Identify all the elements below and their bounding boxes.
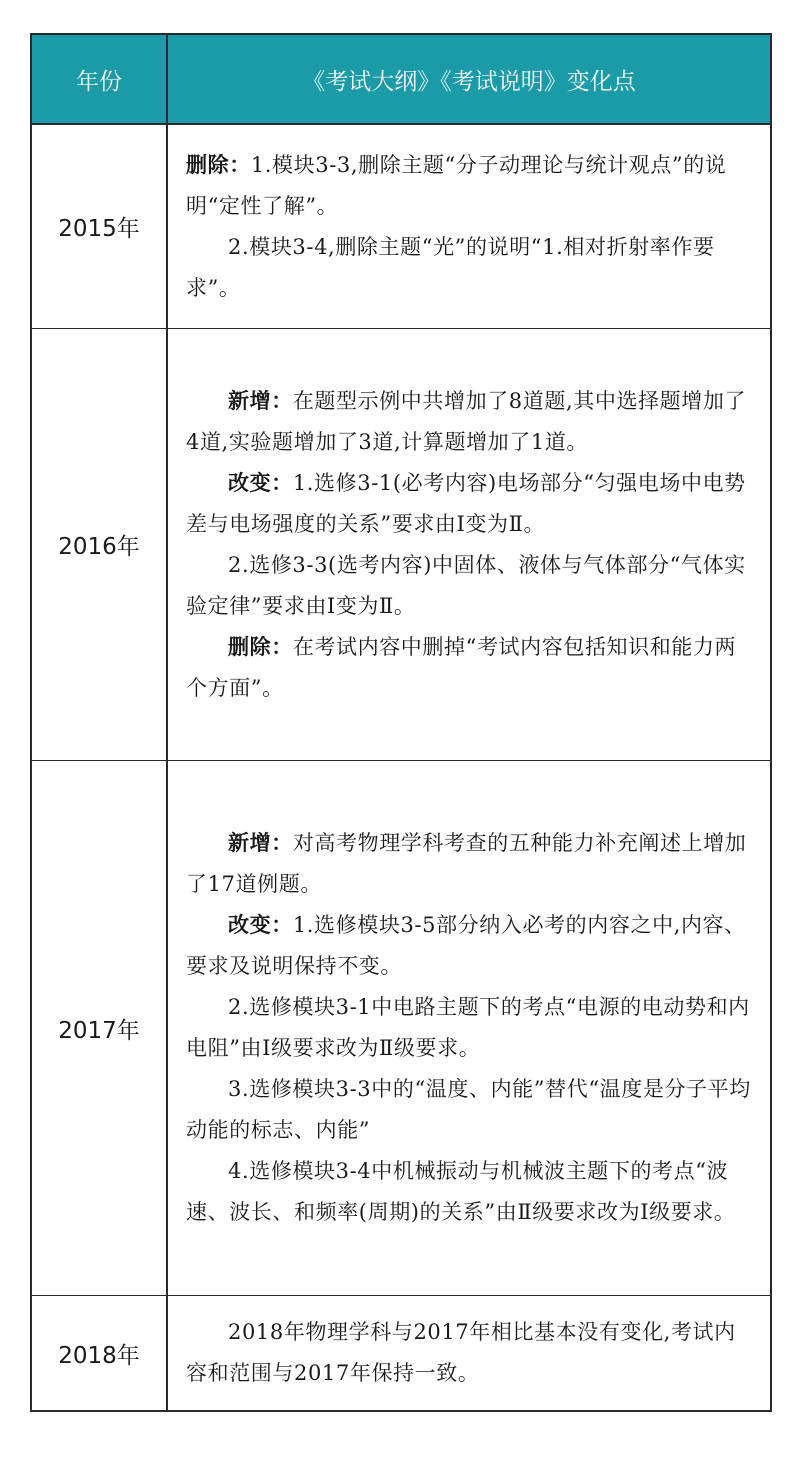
paragraph xyxy=(186,1151,756,1233)
table-row-2015 xyxy=(32,125,770,329)
paragraph xyxy=(186,905,756,987)
paragraph xyxy=(186,1069,756,1151)
changes-table xyxy=(30,33,772,1412)
table-row-2017 xyxy=(32,761,770,1296)
paragraph-label: 新增： xyxy=(228,831,293,855)
paragraph-text: 4.选修模块3-4中机械振动与机械波主题下的考点“波速、波长、和频率(周期)的关系”由Ⅱ级要求改为Ⅰ级要求。 xyxy=(186,1159,736,1224)
paragraph-text: 2.选修模块3-1中电路主题下的考点“电源的电动势和内电阻”由Ⅰ级要求改为Ⅱ级要求。 xyxy=(186,995,750,1060)
paragraph-text: 1.模块3-3,删除主题“分子动理论与统计观点”的说明“定性了解”。 xyxy=(186,152,727,218)
paragraph xyxy=(186,987,756,1069)
table-header xyxy=(32,35,770,125)
paragraph-text: 2.模块3-4,删除主题“光”的说明“1.相对折射率作要求”。 xyxy=(186,234,715,300)
year-cell: 2016年 xyxy=(32,329,168,760)
changes-cell xyxy=(168,1296,770,1410)
table-row-2016 xyxy=(32,329,770,761)
year-cell: 2017年 xyxy=(32,761,168,1295)
changes-cell xyxy=(168,125,770,328)
paragraph-label: 改变： xyxy=(228,913,293,937)
paragraph xyxy=(186,545,756,627)
paragraph-text: 1.选修模块3-5部分纳入必考的内容之中,内容、要求及说明保持不变。 xyxy=(186,913,746,978)
paragraph-label: 删除： xyxy=(228,634,293,659)
paragraph-text: 1.选修3-1(必考内容)电场部分“匀强电场中电势差与电场强度的关系”要求由Ⅰ变为Ⅱ。 xyxy=(186,470,746,536)
header-changes: 《考试大纲》《考试说明》变化点 xyxy=(302,68,636,95)
paragraph-text: 在题型示例中共增加了8道题,其中选择题增加了4道,实验题增加了3道,计算题增加了1道。 xyxy=(186,388,747,454)
header-year: 年份 xyxy=(32,35,168,123)
paragraph-text: 在考试内容中删掉“考试内容包括知识和能力两个方面”。 xyxy=(186,634,737,700)
table-row-2018 xyxy=(32,1296,770,1410)
year-cell: 2018年 xyxy=(32,1296,168,1410)
changes-cell xyxy=(168,761,770,1295)
paragraph-label: 删除： xyxy=(186,152,251,177)
paragraph xyxy=(186,823,756,905)
paragraph xyxy=(186,381,756,463)
paragraph xyxy=(186,227,756,309)
year-cell: 2015年 xyxy=(32,125,168,328)
paragraph-text: 对高考物理学科考查的五种能力补充阐述上增加了17道例题。 xyxy=(186,831,747,896)
paragraph-text: 2018年物理学科与2017年相比基本没有变化,考试内容和范围与2017年保持一致。 xyxy=(186,1320,736,1385)
paragraph-text: 3.选修模块3-3中的“温度、内能”替代“温度是分子平均动能的标志、内能” xyxy=(186,1077,751,1142)
paragraph-label: 新增： xyxy=(228,388,293,413)
paragraph-text: 2.选修3-3(选考内容)中固体、液体与气体部分“气体实验定律”要求由Ⅰ变为Ⅱ。 xyxy=(186,552,746,618)
paragraph-label: 改变： xyxy=(228,470,293,495)
paragraph xyxy=(186,145,756,227)
paragraph xyxy=(186,463,756,545)
paragraph xyxy=(186,1312,756,1394)
changes-cell xyxy=(168,329,770,760)
paragraph xyxy=(186,627,756,709)
